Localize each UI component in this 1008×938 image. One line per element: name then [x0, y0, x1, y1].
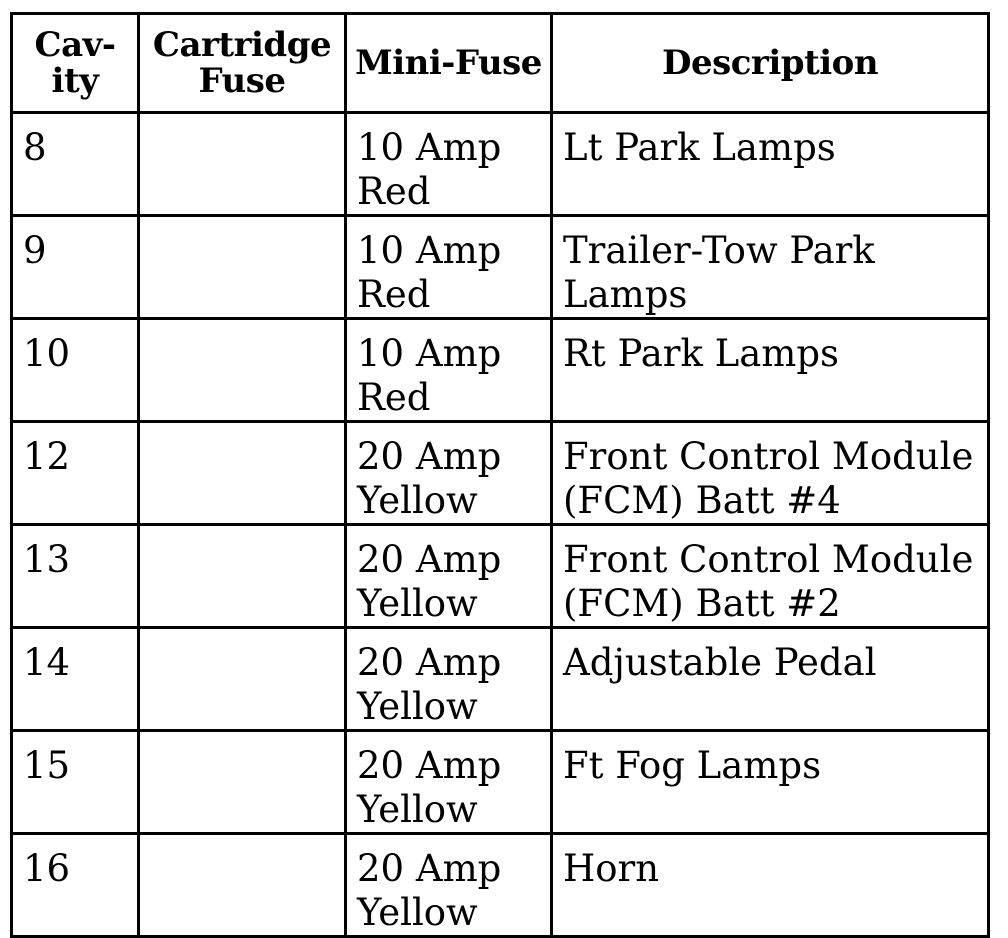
cell-mini-fuse: [346, 525, 552, 628]
header-row: [12, 14, 989, 113]
cell-cartridge-fuse: [139, 422, 346, 525]
cell-description-line: Adjustable Pedal: [563, 641, 877, 684]
cell-mini-fuse-line: Yellow: [357, 479, 478, 522]
cell-description-line: Trailer-Tow Park: [563, 229, 875, 272]
table-header: [12, 14, 989, 113]
cell-description-line: Front Control Module: [563, 538, 974, 581]
header-description: Description: [552, 14, 989, 113]
cell-cartridge-fuse: [139, 628, 346, 731]
cell-mini-fuse-line: 20 Amp: [357, 435, 502, 478]
cell-cartridge-fuse: [139, 525, 346, 628]
cell-description-line: Ft Fog Lamps: [563, 744, 822, 787]
header-cavity-line: Cav-: [34, 25, 116, 65]
table-row: [12, 731, 989, 834]
cell-mini-fuse-line: Red: [357, 170, 431, 213]
cell-cartridge-fuse: [139, 113, 346, 216]
table-row: [12, 834, 989, 937]
cell-description: [552, 731, 989, 834]
cell-mini-fuse-line: Red: [357, 273, 431, 316]
cell-description-line: Lamps: [563, 273, 688, 316]
cell-mini-fuse-line: 20 Amp: [357, 538, 502, 581]
cell-description: [552, 319, 989, 422]
cell-cavity: 13: [12, 525, 139, 628]
fuse-table: [10, 12, 990, 938]
cell-mini-fuse: [346, 113, 552, 216]
cell-description: [552, 834, 989, 937]
cell-cavity: 12: [12, 422, 139, 525]
cell-mini-fuse-line: Yellow: [357, 685, 478, 728]
cell-mini-fuse-line: Yellow: [357, 582, 478, 625]
cell-cavity: 14: [12, 628, 139, 731]
table-row: [12, 628, 989, 731]
header-cartridge-line: Fuse: [198, 61, 286, 101]
cell-mini-fuse-line: 10 Amp: [357, 229, 502, 272]
header-mini-fuse: Mini-Fuse: [346, 14, 552, 113]
cell-cavity: 10: [12, 319, 139, 422]
cell-cartridge-fuse: [139, 319, 346, 422]
cell-cartridge-fuse: [139, 834, 346, 937]
cell-cavity: 15: [12, 731, 139, 834]
cell-description-line: Horn: [563, 847, 660, 890]
cell-description: [552, 525, 989, 628]
cell-description: [552, 422, 989, 525]
cell-description-line: (FCM) Batt #2: [563, 582, 841, 625]
cell-description-line: (FCM) Batt #4: [563, 479, 841, 522]
table-row: [12, 113, 989, 216]
cell-description-line: Front Control Module: [563, 435, 974, 478]
cell-mini-fuse-line: Red: [357, 376, 431, 419]
cell-mini-fuse-line: Yellow: [357, 788, 478, 831]
cell-mini-fuse: [346, 216, 552, 319]
cell-mini-fuse-line: 10 Amp: [357, 332, 502, 375]
cell-cartridge-fuse: [139, 216, 346, 319]
table-row: [12, 422, 989, 525]
cell-description-line: Rt Park Lamps: [563, 332, 840, 375]
cell-cartridge-fuse: [139, 731, 346, 834]
cell-mini-fuse: [346, 422, 552, 525]
header-cartridge-line: Cartridge: [152, 25, 332, 65]
header-cavity: [12, 14, 139, 113]
cell-mini-fuse-line: 20 Amp: [357, 744, 502, 787]
header-cavity-line: ity: [51, 61, 99, 101]
cell-description: [552, 113, 989, 216]
table-row: [12, 319, 989, 422]
cell-description-line: Lt Park Lamps: [563, 126, 836, 169]
cell-mini-fuse: [346, 628, 552, 731]
cell-mini-fuse-line: Yellow: [357, 891, 478, 934]
cell-mini-fuse: [346, 319, 552, 422]
cell-cavity: 9: [12, 216, 139, 319]
header-cartridge-fuse: [139, 14, 346, 113]
cell-mini-fuse-line: 20 Amp: [357, 641, 502, 684]
cell-description: [552, 216, 989, 319]
cell-mini-fuse-line: 10 Amp: [357, 126, 502, 169]
cell-cavity: 8: [12, 113, 139, 216]
table-body: [12, 113, 989, 937]
cell-cavity: 16: [12, 834, 139, 937]
table-row: [12, 525, 989, 628]
cell-mini-fuse: [346, 834, 552, 937]
cell-mini-fuse: [346, 731, 552, 834]
cell-description: [552, 628, 989, 731]
table-row: [12, 216, 989, 319]
cell-mini-fuse-line: 20 Amp: [357, 847, 502, 890]
